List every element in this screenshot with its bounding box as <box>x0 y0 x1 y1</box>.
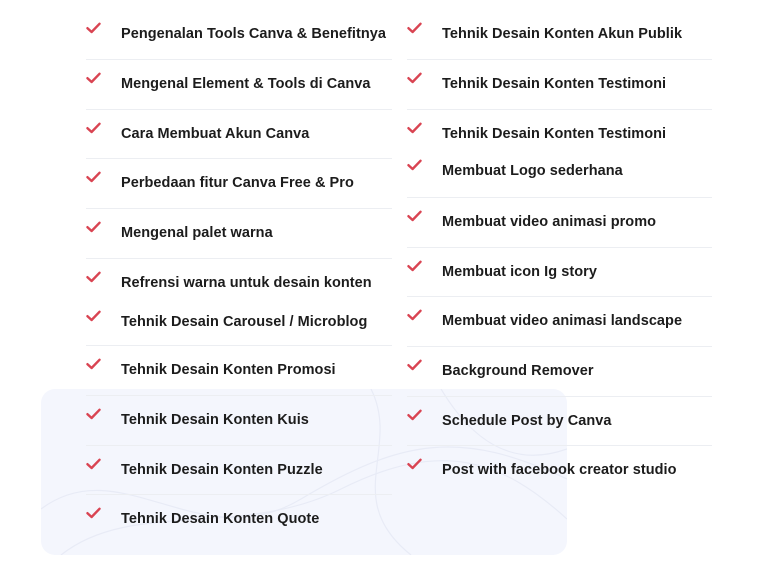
list-item <box>407 397 712 446</box>
check-icon <box>407 159 425 173</box>
list-item-label: Membuat video animasi promo <box>442 214 657 230</box>
list-item <box>86 298 392 346</box>
list-item <box>407 248 712 297</box>
check-icon <box>86 271 104 285</box>
check-icon <box>86 458 104 472</box>
list-item <box>407 10 712 60</box>
check-icon <box>86 408 104 422</box>
list-item-label: Post with facebook creator studio <box>442 462 677 478</box>
list-item <box>86 346 392 396</box>
check-icon <box>407 22 425 36</box>
list-item <box>86 259 392 298</box>
list-item <box>86 209 392 259</box>
check-icon <box>407 72 425 86</box>
check-icon <box>407 122 425 136</box>
list-item-label: Membuat video animasi landscape <box>442 313 683 329</box>
list-item <box>407 198 712 248</box>
list-item <box>86 110 392 159</box>
list-item <box>407 446 712 496</box>
list-item <box>407 347 712 397</box>
list-item-label: Tehnik Desain Carousel / Microblog <box>121 314 368 330</box>
check-icon <box>407 458 425 472</box>
check-icon <box>86 22 104 36</box>
check-icon <box>407 309 425 323</box>
list-item-label: Tehnik Desain Konten Promosi <box>121 362 336 378</box>
check-icon <box>86 122 104 136</box>
check-icon <box>407 260 425 274</box>
left-topic-list <box>86 10 392 545</box>
list-item-label: Refrensi warna untuk desain konten <box>121 275 372 291</box>
check-icon <box>86 171 104 185</box>
list-item-label: Tehnik Desain Konten Quote <box>121 511 320 527</box>
list-item <box>407 297 712 347</box>
list-item-label: Mengenal Element & Tools di Canva <box>121 76 371 92</box>
check-icon <box>86 72 104 86</box>
check-icon <box>407 409 425 423</box>
list-item-label: Tehnik Desain Konten Testimoni <box>442 126 667 142</box>
check-icon <box>86 221 104 235</box>
list-item <box>86 159 392 209</box>
list-item <box>407 147 712 198</box>
list-item-label: Background Remover <box>442 363 594 379</box>
list-item-label: Membuat Logo sederhana <box>442 163 623 179</box>
list-item-label: Pengenalan Tools Canva & Benefitnya <box>121 26 386 42</box>
list-item-label: Mengenal palet warna <box>121 225 273 241</box>
list-item-label: Perbedaan fitur Canva Free & Pro <box>121 175 354 191</box>
list-item <box>86 60 392 110</box>
list-item-label: Membuat icon Ig story <box>442 264 597 280</box>
list-item-label: Tehnik Desain Konten Kuis <box>121 412 309 428</box>
check-icon <box>86 310 104 324</box>
check-icon <box>86 358 104 372</box>
check-icon <box>407 210 425 224</box>
list-item <box>86 446 392 495</box>
list-item-label: Schedule Post by Canva <box>442 413 612 429</box>
list-item-label: Tehnik Desain Konten Testimoni <box>442 76 667 92</box>
right-topic-list <box>407 10 712 496</box>
list-item <box>86 396 392 446</box>
list-item-label: Tehnik Desain Konten Akun Publik <box>442 26 683 42</box>
list-item <box>407 110 712 147</box>
list-item <box>86 10 392 60</box>
check-icon <box>407 359 425 373</box>
list-item <box>407 60 712 110</box>
check-icon <box>86 507 104 521</box>
list-item-label: Tehnik Desain Konten Puzzle <box>121 462 323 478</box>
list-item-label: Cara Membuat Akun Canva <box>121 126 310 142</box>
list-item <box>86 495 392 545</box>
